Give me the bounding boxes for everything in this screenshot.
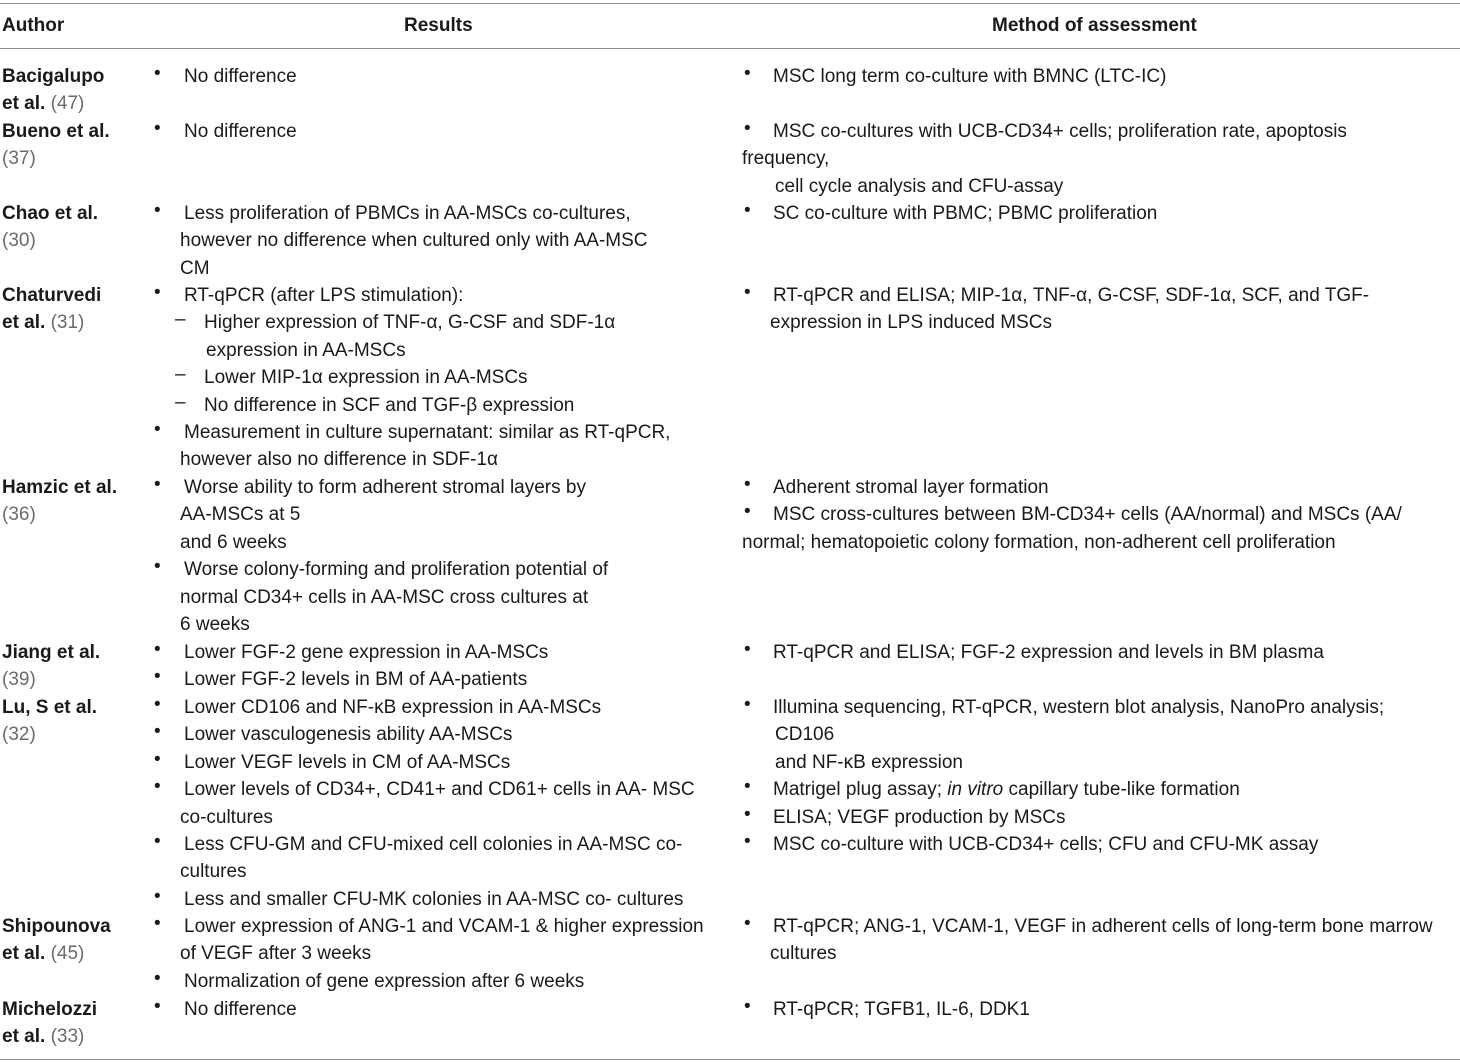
bullet-dot: • — [154, 885, 161, 907]
result-text: however no difference when cultured only with AA-MSC — [180, 230, 648, 252]
method-text: cultures — [770, 943, 837, 965]
author-line-2 — [2, 309, 84, 336]
bullet-dot: • — [154, 200, 161, 221]
result-text: Lower VEGF levels in CM of AA-MSCs — [184, 751, 511, 773]
bullet-dot: • — [744, 694, 751, 715]
result-text: 6 weeks — [180, 614, 250, 635]
author-line-2 — [2, 501, 36, 528]
header-method: Method of assessment — [992, 15, 1197, 36]
method-text-part: Matrigel plug assay; — [773, 779, 948, 801]
result-text: No difference — [184, 999, 297, 1020]
result-text: Less proliferation of PBMCs in AA-MSCs co-cultures, — [184, 203, 631, 224]
method-text-italic: in vitro — [947, 779, 1004, 801]
result-text: No difference — [184, 121, 297, 142]
header-results: Results — [404, 15, 473, 36]
bullet-dot: • — [744, 996, 751, 1017]
method-text: RT-qPCR and ELISA; MIP-1α, TNF-α, G-CSF, SDF-1α, SCF, and TGF- — [773, 285, 1370, 306]
author-line-2 — [2, 90, 84, 117]
author-name: Hamzic et al. — [2, 477, 118, 498]
bullet-dot: • — [154, 639, 161, 660]
bullet-dot: • — [744, 63, 751, 84]
result-text: Lower FGF-2 gene expression in AA-MSCs — [184, 642, 549, 663]
bullet-dot: • — [154, 419, 161, 440]
author-name: Chao et al. — [2, 203, 99, 224]
method-text: CD106 — [775, 724, 835, 746]
reference-link[interactable]: (31) — [50, 312, 85, 334]
method-text: MSC co-cultures with UCB-CD34+ cells; proliferation rate, apoptosis — [773, 121, 1347, 142]
method-text: RT-qPCR; ANG-1, VCAM-1, VEGF in adherent cells of long-term bone marrow — [773, 916, 1433, 937]
method-text: MSC co-culture with UCB-CD34+ cells; CFU and CFU-MK assay — [773, 834, 1319, 855]
bullet-dot: • — [154, 967, 161, 989]
top-rule — [0, 3, 1460, 4]
result-text: Lower FGF-2 levels in BM of AA-patients — [184, 669, 528, 691]
method-text: SC co-culture with PBMC; PBMC proliferation — [773, 203, 1158, 224]
author-suffix: et al. — [2, 312, 51, 334]
result-text: Less CFU-GM and CFU-mixed cell colonies in AA-MSC co- — [184, 834, 683, 855]
reference-link[interactable]: (32) — [2, 724, 36, 746]
author-name: Chaturvedi — [2, 285, 102, 306]
result-text: Higher expression of TNF-α, G-CSF and SDF-1α — [204, 312, 616, 334]
bullet-dot: • — [744, 474, 751, 495]
result-text: Lower vasculogenesis ability AA-MSCs — [184, 724, 513, 746]
result-text: however also no difference in SDF-1α — [180, 449, 498, 471]
method-text: ELISA; VEGF production by MSCs — [773, 806, 1066, 828]
result-text: co-cultures — [180, 806, 273, 828]
result-text: Measurement in culture supernatant: similar as RT-qPCR, — [184, 422, 671, 443]
method-text: normal; hematopoietic colony formation, non-adherent cell proliferation — [742, 531, 1336, 553]
bullet-dot: • — [744, 639, 751, 660]
author-suffix: et al. — [2, 93, 51, 115]
method-text: RT-qPCR; TGFB1, IL-6, DDK1 — [773, 999, 1030, 1020]
bullet-dot: • — [154, 694, 161, 715]
bullet-dot: • — [154, 666, 161, 688]
reference-link[interactable]: (36) — [2, 504, 36, 526]
bullet-dot: • — [744, 803, 751, 825]
result-text: and 6 weeks — [180, 531, 287, 553]
author-name: Jiang et al. — [2, 642, 101, 663]
author-line-2 — [2, 721, 36, 748]
author-suffix: et al. — [2, 943, 51, 965]
reference-link[interactable]: (47) — [50, 93, 85, 115]
method-text: expression in LPS induced MSCs — [770, 312, 1052, 334]
bullet-dot: • — [744, 282, 751, 303]
bullet-dot: • — [154, 748, 161, 770]
bullet-dot: • — [154, 913, 161, 934]
method-text: RT-qPCR and ELISA; FGF-2 expression and levels in BM plasma — [773, 642, 1324, 663]
reference-link[interactable]: (39) — [2, 669, 36, 691]
bullet-dot: • — [154, 118, 161, 139]
bullet-dot: • — [154, 996, 161, 1017]
author-name: Lu, S et al. — [2, 697, 98, 718]
result-text: Lower levels of CD34+, CD41+ and CD61+ cells in AA- MSC — [184, 779, 695, 801]
bullet-dot: • — [154, 63, 161, 84]
author-line-2 — [2, 1023, 84, 1050]
method-text: cell cycle analysis and CFU-assay — [775, 175, 1064, 197]
bullet-dot: • — [744, 200, 751, 221]
author-line-2 — [2, 940, 84, 967]
result-text: of VEGF after 3 weeks — [180, 943, 372, 965]
dash-bullet: – — [175, 364, 186, 386]
bullet-dot: • — [744, 913, 751, 934]
result-text: CM — [180, 257, 210, 279]
dash-bullet: – — [175, 391, 186, 413]
result-text: Worse ability to form adherent stromal layers by — [184, 477, 586, 498]
method-text — [773, 776, 1240, 803]
reference-link[interactable]: (30) — [2, 230, 36, 252]
bullet-dot: • — [154, 282, 161, 303]
bullet-dot: • — [154, 776, 161, 798]
bullet-dot: • — [744, 776, 751, 798]
header-author: Author — [2, 15, 65, 36]
method-text: Adherent stromal layer formation — [773, 477, 1049, 498]
result-text: Lower expression of ANG-1 and VCAM-1 & higher expression — [184, 916, 704, 937]
result-text: expression in AA-MSCs — [206, 339, 406, 361]
bullet-dot: • — [154, 721, 161, 743]
author-line-2 — [2, 666, 36, 693]
author-name: Bacigalupo — [2, 66, 105, 87]
method-text: Illumina sequencing, RT-qPCR, western blot analysis, NanoPro analysis; — [773, 697, 1385, 718]
method-text-part: capillary tube-like formation — [1003, 779, 1240, 801]
method-text: MSC cross-cultures between BM-CD34+ cells (AA/normal) and MSCs (AA/ — [773, 504, 1402, 526]
result-text: normal CD34+ cells in AA-MSC cross cultures at — [180, 586, 589, 608]
bullet-dot: • — [744, 831, 751, 852]
result-text: Less and smaller CFU-MK colonies in AA-MSC co- cultures — [184, 888, 684, 910]
result-text: Normalization of gene expression after 6 weeks — [184, 970, 585, 992]
reference-link[interactable]: (37) — [2, 148, 36, 170]
bullet-dot: • — [154, 831, 161, 852]
author-line-2 — [2, 145, 36, 172]
result-text: No difference — [184, 66, 297, 87]
result-text: No difference in SCF and TGF-β expression — [204, 394, 575, 416]
bullet-dot: • — [744, 118, 751, 139]
reference-link[interactable]: (33) — [50, 1026, 85, 1048]
header-rule — [0, 48, 1460, 49]
bullet-dot: • — [154, 474, 161, 495]
result-text: Lower CD106 and NF-κB expression in AA-MSCs — [184, 697, 602, 718]
bullet-dot: • — [744, 501, 751, 523]
author-name: Michelozzi — [2, 999, 98, 1020]
dash-bullet: – — [175, 309, 186, 331]
result-text: cultures — [180, 861, 247, 883]
author-suffix: et al. — [2, 1026, 51, 1048]
result-text: AA-MSCs at 5 — [180, 504, 301, 526]
result-text: RT-qPCR (after LPS stimulation): — [184, 285, 464, 306]
method-text: frequency, — [742, 148, 830, 170]
result-text: Worse colony-forming and proliferation potential of — [184, 559, 609, 581]
method-text: and NF-κB expression — [775, 751, 963, 773]
bullet-dot: • — [154, 556, 161, 578]
method-text: MSC long term co-culture with BMNC (LTC-IC) — [773, 66, 1167, 87]
author-name: Shipounova — [2, 916, 111, 937]
author-line-2 — [2, 227, 36, 254]
author-name: Bueno et al. — [2, 121, 110, 142]
result-text: Lower MIP-1α expression in AA-MSCs — [204, 367, 528, 389]
reference-link[interactable]: (45) — [50, 943, 85, 965]
bottom-rule — [0, 1059, 1460, 1060]
